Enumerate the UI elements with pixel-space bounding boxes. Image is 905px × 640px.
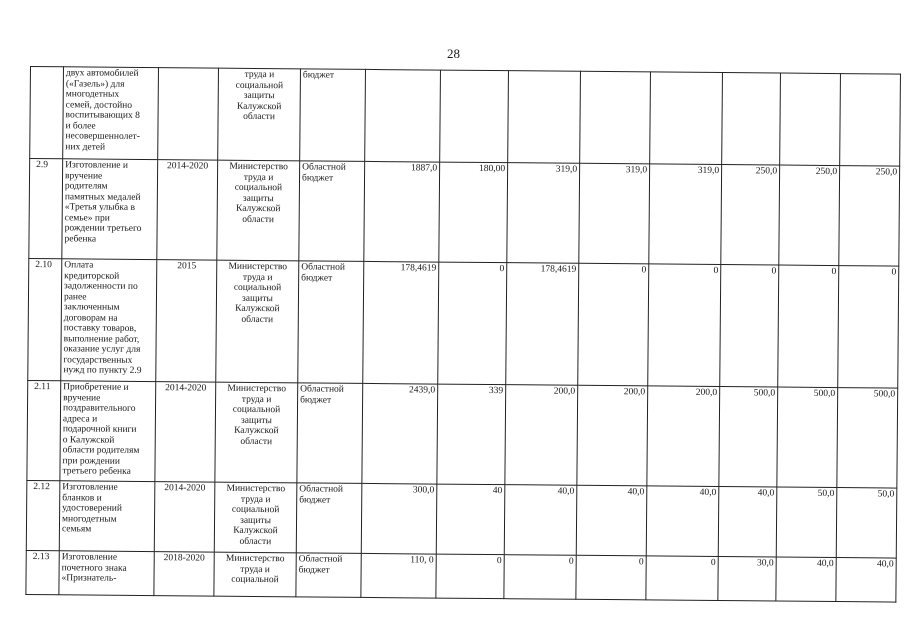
executor-cell bbox=[216, 260, 299, 383]
funding-source-cell bbox=[296, 553, 361, 598]
period-cell-text: 2015 bbox=[177, 261, 197, 272]
table-row bbox=[26, 480, 897, 558]
amount-cell-text: 40 bbox=[492, 486, 503, 497]
amount-cell bbox=[438, 262, 507, 385]
amount-cell-text: 500,0 bbox=[873, 389, 896, 400]
table-row bbox=[28, 258, 899, 388]
amount-cell bbox=[436, 554, 504, 599]
activity-name-cell bbox=[59, 481, 155, 552]
item-number-cell-text: 2.11 bbox=[34, 382, 51, 393]
amount-cell bbox=[779, 165, 840, 266]
amount-cell-text: 250,0 bbox=[875, 167, 898, 178]
amount-cell-text: 2439,0 bbox=[409, 385, 436, 396]
period-cell bbox=[157, 160, 218, 261]
amount-cell-text: 40,0 bbox=[817, 558, 834, 570]
amount-cell-text: 178,4619 bbox=[400, 263, 437, 274]
executor-cell bbox=[214, 482, 297, 553]
executor-cell-text: Министерство труда и социальной bbox=[225, 553, 285, 586]
amount-cell bbox=[364, 161, 440, 262]
amount-cell bbox=[580, 71, 651, 164]
amount-cell bbox=[361, 483, 437, 554]
item-number-cell bbox=[29, 159, 63, 259]
amount-cell bbox=[508, 71, 581, 164]
table-row bbox=[30, 67, 901, 167]
amount-cell bbox=[649, 164, 722, 265]
period-cell bbox=[158, 68, 219, 161]
amount-cell-text: 0 bbox=[638, 557, 644, 568]
funding-source-cell bbox=[296, 483, 362, 554]
item-number-cell-text: 2.12 bbox=[33, 482, 50, 493]
amount-cell-text: 1887,0 bbox=[410, 163, 438, 174]
amount-cell bbox=[776, 487, 837, 558]
amount-cell-text: 250,0 bbox=[815, 166, 838, 178]
amount-cell-text: 319,0 bbox=[625, 165, 648, 176]
amount-cell-text: 0 bbox=[641, 265, 647, 276]
item-number-cell-text: 2.13 bbox=[32, 552, 50, 563]
amount-cell bbox=[777, 387, 838, 488]
amount-cell bbox=[504, 485, 577, 556]
amount-cell-text: 0 bbox=[499, 264, 505, 275]
amount-cell bbox=[839, 166, 900, 267]
amount-cell bbox=[718, 487, 777, 558]
executor-cell bbox=[217, 160, 300, 261]
table-row bbox=[26, 550, 896, 602]
amount-cell bbox=[836, 558, 896, 603]
amount-cell bbox=[718, 557, 776, 602]
amount-cell-text bbox=[443, 72, 506, 73]
item-number-cell bbox=[27, 380, 61, 480]
amount-cell bbox=[780, 73, 841, 166]
period-cell-text: 2014-2020 bbox=[164, 483, 206, 494]
activity-name-cell-text: Изготовление бланков и удостоверений многодетным семьям bbox=[61, 482, 123, 535]
item-number-cell bbox=[26, 480, 60, 550]
amount-cell bbox=[837, 388, 898, 489]
amount-cell bbox=[361, 553, 436, 598]
period-cell bbox=[156, 260, 217, 383]
amount-cell-text: 500,0 bbox=[813, 388, 836, 400]
amount-cell-text: 339 bbox=[488, 386, 504, 397]
amount-cell bbox=[365, 69, 441, 162]
funding-source-cell bbox=[300, 69, 366, 162]
executor-cell bbox=[215, 382, 298, 483]
amount-cell-text: 110, 0 bbox=[410, 555, 434, 566]
amount-cell bbox=[439, 162, 508, 263]
executor-cell bbox=[214, 552, 296, 597]
amount-cell bbox=[646, 486, 719, 557]
activity-name-cell-text: двух автомобилей («Газель») для многодетных семей, достойно воспитывающих 8 и более несовершеннолет- них детей bbox=[65, 68, 140, 153]
amount-cell bbox=[506, 263, 579, 386]
amount-cell bbox=[363, 261, 439, 384]
amount-cell-text: 40,0 bbox=[627, 487, 645, 498]
amount-cell bbox=[362, 383, 438, 484]
period-cell bbox=[154, 552, 214, 597]
period-cell bbox=[154, 482, 215, 553]
activity-name-cell bbox=[63, 67, 159, 160]
period-cell-text: 2014-2020 bbox=[166, 161, 209, 172]
amount-cell-text: 0 bbox=[831, 267, 837, 278]
activity-name-cell bbox=[60, 381, 156, 482]
amount-cell-text: 0 bbox=[568, 556, 574, 567]
funding-source-cell bbox=[298, 261, 364, 384]
amount-cell bbox=[437, 384, 506, 485]
amount-cell bbox=[776, 557, 836, 602]
amount-cell bbox=[505, 385, 578, 486]
item-number-cell-text: 2.10 bbox=[35, 260, 52, 271]
amount-cell bbox=[646, 556, 718, 601]
amount-cell-text: 40,0 bbox=[699, 487, 717, 499]
executor-cell-text: Министерство труда и социальной защиты Калужской области bbox=[226, 483, 286, 547]
executor-cell bbox=[218, 68, 301, 161]
table-row bbox=[27, 380, 898, 488]
activity-name-cell bbox=[61, 259, 157, 382]
activity-name-cell-text: Приобретение и вручение поздравительного адреса и подарочной книги о Калужской области родителям при рождении третьего ребенка bbox=[62, 382, 140, 477]
amount-cell-text bbox=[368, 71, 438, 72]
funding-source-cell-text: Областной бюджет bbox=[299, 484, 344, 506]
amount-cell bbox=[721, 165, 780, 266]
amount-cell bbox=[576, 485, 647, 556]
amount-cell-text: 40,0 bbox=[877, 559, 894, 570]
table-row bbox=[29, 159, 900, 267]
item-number-cell bbox=[26, 550, 59, 594]
page-number: 28 bbox=[447, 46, 460, 61]
amount-cell bbox=[648, 264, 721, 387]
amount-cell-text bbox=[653, 73, 720, 74]
amount-cell-text: 40,0 bbox=[557, 486, 575, 497]
period-cell bbox=[155, 382, 216, 483]
amount-cell bbox=[840, 74, 901, 167]
amount-cell-text bbox=[583, 73, 648, 74]
activity-name-cell-text: Оплата кредиторской задолженности по ранее заключенным договорам на поставку товаров, выполнение работ, оказание услуг для государственных нужд по пункту 2.9 bbox=[63, 260, 142, 376]
amount-cell bbox=[504, 555, 576, 600]
amount-cell-text: 30,0 bbox=[757, 558, 774, 569]
amount-cell-text: 0 bbox=[891, 267, 897, 278]
amount-cell-text: 180,00 bbox=[478, 163, 506, 175]
activity-name-cell bbox=[62, 159, 158, 260]
item-number-cell bbox=[28, 258, 62, 380]
amount-cell-text: 0 bbox=[496, 556, 502, 567]
amount-cell-text: 300,0 bbox=[412, 485, 435, 496]
amount-cell bbox=[836, 488, 897, 559]
executor-cell-text: труда и социальной защиты Калужской области bbox=[235, 69, 284, 123]
amount-cell bbox=[577, 385, 648, 486]
funding-source-cell bbox=[297, 383, 363, 484]
amount-cell-text: 200,0 bbox=[623, 387, 646, 398]
period-cell-text: 2014-2020 bbox=[165, 383, 207, 394]
funding-source-cell bbox=[299, 161, 365, 262]
funding-source-cell-text: Областной бюджет bbox=[298, 554, 343, 576]
amount-cell-text: 200,0 bbox=[553, 386, 576, 397]
amount-cell bbox=[650, 72, 723, 165]
amount-cell-text: 0 bbox=[713, 265, 719, 277]
funding-source-cell-text: Областной бюджет bbox=[301, 262, 345, 284]
amount-cell bbox=[579, 163, 650, 264]
program-activities-table bbox=[25, 66, 901, 603]
amount-cell bbox=[647, 386, 720, 487]
amount-cell-text: 319,0 bbox=[555, 164, 578, 175]
amount-cell bbox=[838, 266, 899, 389]
amount-cell-text: 50,0 bbox=[817, 488, 835, 500]
activity-name-cell-text: Изготовление и вручение родителям памятных медалей «Третья улыбка в семье» при рождении третьего ребенка bbox=[64, 160, 142, 245]
amount-cell bbox=[720, 265, 779, 388]
amount-cell bbox=[722, 73, 781, 166]
activity-name-cell bbox=[59, 551, 154, 596]
amount-cell-text: 40,0 bbox=[757, 488, 775, 499]
funding-source-cell-text: Областной бюджет bbox=[301, 162, 346, 184]
amount-cell bbox=[440, 70, 509, 163]
amount-cell bbox=[436, 484, 505, 555]
executor-cell-text: Министерство труда и социальной защиты Калужской области bbox=[227, 383, 287, 447]
funding-source-cell-text: бюджет bbox=[302, 70, 335, 81]
item-number-cell-text: 2.9 bbox=[36, 160, 49, 171]
amount-cell-text: 0 bbox=[771, 266, 777, 277]
amount-cell-text: 0 bbox=[710, 557, 716, 569]
amount-cell-text: 50,0 bbox=[877, 489, 895, 500]
funding-source-cell-text: Областной бюджет bbox=[300, 384, 344, 406]
amount-cell bbox=[507, 163, 580, 264]
amount-cell-text bbox=[511, 72, 578, 73]
amount-cell bbox=[578, 263, 649, 386]
amount-cell-text: 178,4619 bbox=[540, 264, 577, 275]
item-number-cell bbox=[30, 67, 64, 159]
executor-cell-text: Министерство труда и социальной защиты Калужской области bbox=[228, 261, 288, 325]
period-cell-text: 2018-2020 bbox=[163, 553, 205, 564]
executor-cell-text: Министерство труда и социальной защиты Калужской области bbox=[229, 161, 288, 225]
amount-cell bbox=[576, 555, 646, 600]
amount-cell bbox=[778, 265, 839, 388]
amount-cell-text: 319,0 bbox=[697, 165, 720, 177]
amount-cell-text: 500,0 bbox=[753, 388, 776, 399]
activity-name-cell-text: Изготовление почетного знака «Признатель- bbox=[61, 552, 127, 584]
amount-cell bbox=[719, 387, 778, 488]
amount-cell-text: 250,0 bbox=[755, 166, 778, 177]
amount-cell-text: 200,0 bbox=[695, 387, 718, 399]
